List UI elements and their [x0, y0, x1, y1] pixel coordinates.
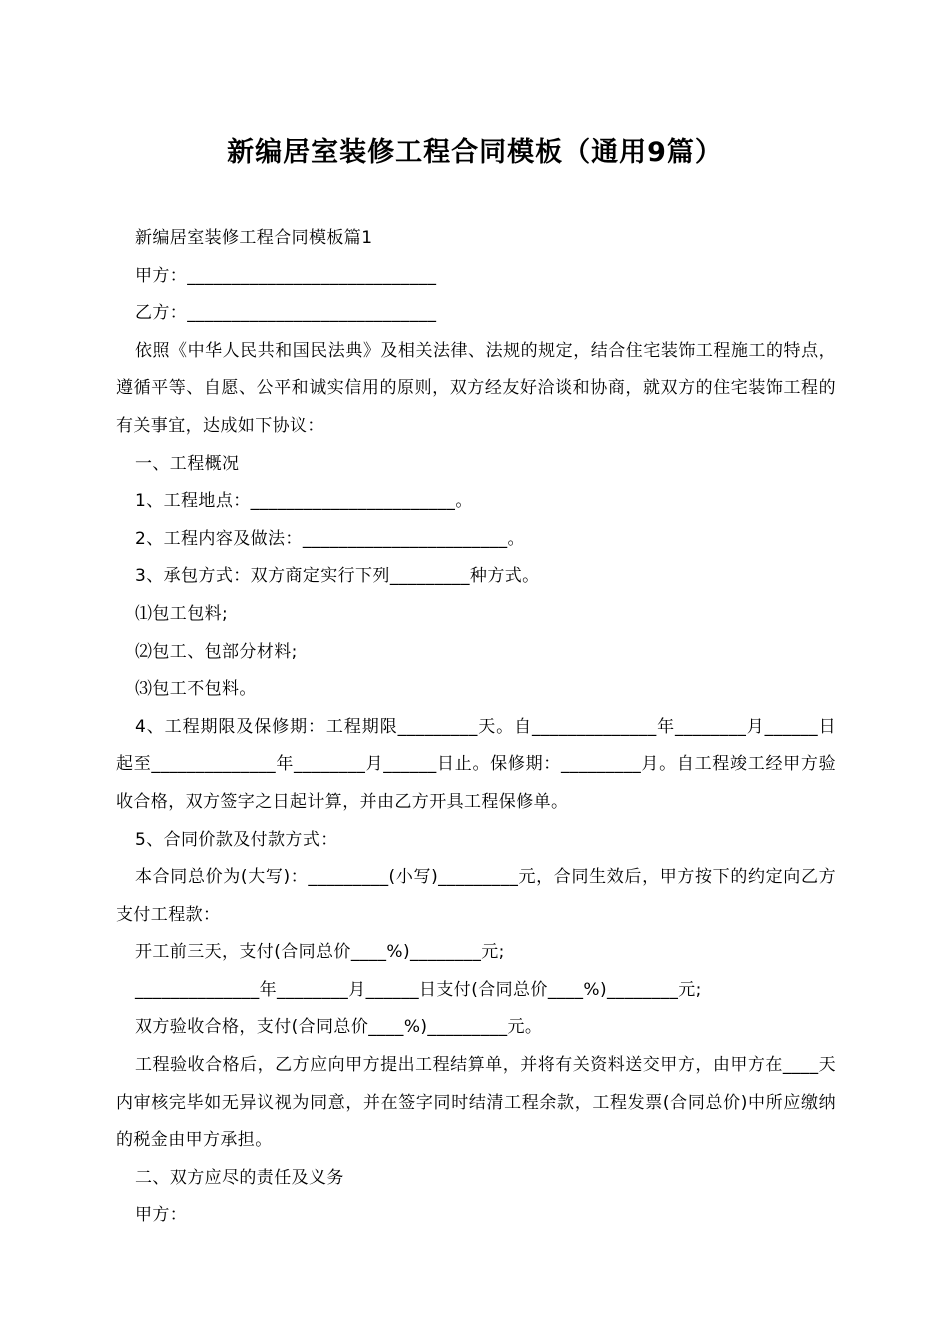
party-a-line: 甲方：____________________________ [135, 265, 437, 286]
section-heading-duties: 二、双方应尽的责任及义务 [135, 1167, 344, 1188]
preamble-paragraph: 依照《中华人民共和国民法典》及相关法律、法规的规定，结合住宅装饰工程施工的特点，遵循平等、自愿、公平和诚实信用的原则，双方经友好洽谈和协商，就双方的住宅装饰工程的有关事宜，达成如下协议： [116, 340, 836, 436]
settlement-paragraph: 工程验收合格后，乙方应向甲方提出工程结算单，并将有关资料送交甲方，由甲方在____天内审核完毕如无异议视为同意，并在签字同时结清工程余款，工程发票(合同总价)中所应缴纳的税金由甲方承担。 [116, 1055, 837, 1151]
payment-line-2: ______________年________月______日支付(合同总价____%)________元; [135, 979, 702, 1000]
option-item-3: ⑶包工不包料。 [135, 679, 257, 700]
document-body [116, 220, 836, 1235]
party-b-line: 乙方：____________________________ [135, 303, 437, 324]
clause-contract-mode: 3、承包方式：双方商定实行下列_________种方式。 [135, 566, 540, 587]
clause-content: 2、工程内容及做法：_______________________。 [135, 528, 525, 549]
option-item-2: ⑵包工、包部分材料; [135, 641, 298, 662]
total-price-paragraph: 本合同总价为(大写)：_________(小写)_________元，合同生效后，甲方按下的约定向乙方支付工程款： [116, 867, 836, 925]
section-heading-overview: 一、工程概况 [135, 453, 240, 474]
payment-line-1: 开工前三天，支付(合同总价____%)________元; [135, 942, 505, 963]
document-title: 新编居室装修工程合同模板（通用9篇） [227, 137, 723, 168]
clause-location: 1、工程地点：_______________________。 [135, 491, 473, 512]
option-item-1: ⑴包工包料; [135, 603, 229, 624]
section-heading-part1: 新编居室装修工程合同模板篇1 [135, 228, 373, 248]
clause-period-warranty: 4、工程期限及保修期：工程期限_________天。自______________年________月______日起至______________年________月______日止。保修期：_________月。自工程竣工经甲方验收合格，双方签字之日起计算，并由乙方开具工程保修单。 [116, 716, 836, 812]
payment-line-3: 双方验收合格，支付(合同总价____%)_________元。 [135, 1017, 543, 1038]
clause-price-payment: 5、合同价款及付款方式： [135, 829, 338, 850]
party-a-duties-label: 甲方： [135, 1205, 188, 1226]
